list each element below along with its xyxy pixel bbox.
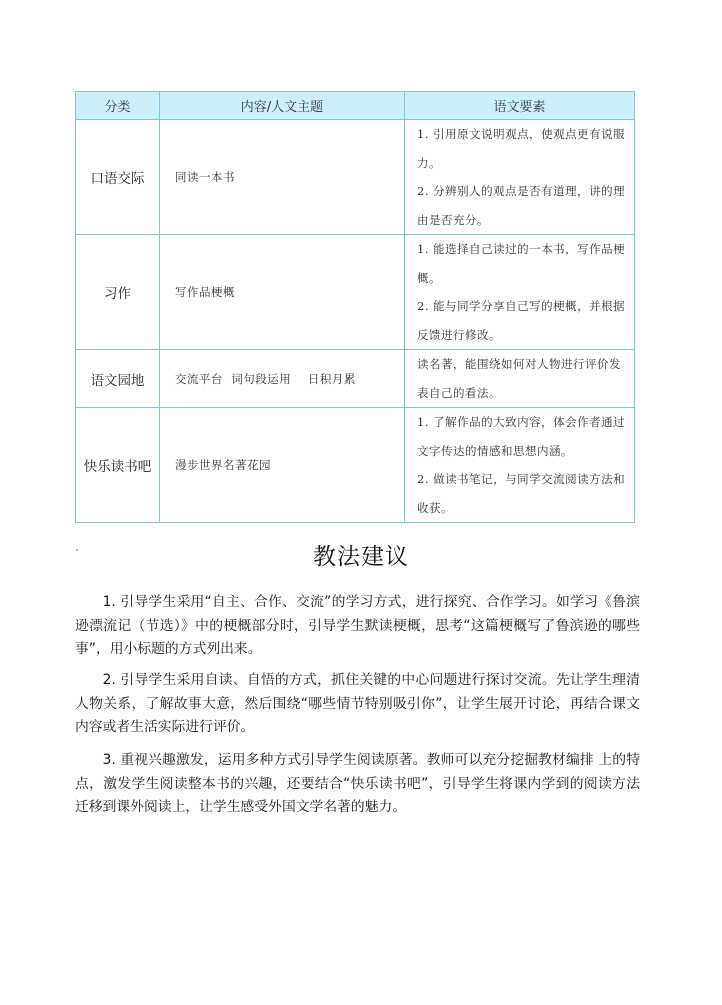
paragraph-2: 2. 引导学生采用自读、自悟的方式，抓住关键的中心问题进行探讨交流。先让学生理清人物关系，了解故事大意，然后围绕“哪些情节特别吸引你”，让学生展开讨论，再结合课文内容或者生活实际进行评价。 (75, 672, 640, 735)
requirement-item: 2. 做读书笔记，与同学交流阅读方法和收获。 (417, 472, 626, 515)
requirement-item: 2. 能与同学分享自己写的梗概，并根据反馈进行修改。 (417, 299, 626, 342)
row-theme: 写作品梗概 (160, 235, 405, 350)
header-theme: 内容/人文主题 (160, 92, 405, 120)
row-theme: 交流平台 词句段运用 日积月累 (160, 350, 405, 408)
row-requirements (405, 235, 635, 350)
paragraph-1: 1. 引导学生采用“自主、合作、交流”的学习方式，进行探究、合作学习。如学习《鲁滨逊漂流记（节选）》中的梗概部分时，引导学生默读梗概，思考“这篇梗概写了鲁滨逊的哪些事”，用小标题的方式列出来。 (75, 594, 640, 657)
row-category: 口语交际 (76, 120, 160, 235)
paragraph-3: 3. 重视兴趣激发，运用多种方式引导学生阅读原著。教师可以充分挖掘教材编排 上的特点，激发学生阅读整本书的兴趣，还要结合“快乐读书吧”，引导学生将课内学到的阅读方法迁移到课外阅读上，让学生感受外国文学名著的魅力。 (75, 752, 640, 815)
curriculum-table (75, 91, 635, 523)
row-requirements (405, 350, 635, 408)
row-requirements (405, 120, 635, 235)
requirement-item: 1. 能选择自己读过的一本书，写作品梗概。 (417, 242, 626, 285)
table-row (76, 408, 635, 523)
row-theme: 同读一本书 (160, 120, 405, 235)
row-category: 习作 (76, 235, 160, 350)
row-requirements (405, 408, 635, 523)
row-theme: 漫步世界名著花园 (160, 408, 405, 523)
header-requirements: 语文要素 (405, 92, 635, 120)
table-header-row (76, 92, 635, 120)
row-category: 快乐读书吧 (76, 408, 160, 523)
requirement-item: 1. 引用原文说明观点，使观点更有说服力。 (417, 127, 626, 170)
row-category: 语文园地 (76, 350, 160, 408)
requirement-item: 2. 分辨别人的观点是否有道理，讲的理由是否充分。 (417, 184, 626, 227)
requirement-item: 1. 了解作品的大致内容，体会作者通过文字传达的情感和思想内涵。 (417, 415, 626, 458)
table-row (76, 235, 635, 350)
header-category: 分类 (76, 92, 160, 120)
table-row (76, 120, 635, 235)
requirement-item: 读名著，能围绕如何对人物进行评价发表自己的看法。 (417, 357, 621, 400)
section-title: 教法建议 (313, 544, 409, 570)
table-row (76, 350, 635, 408)
